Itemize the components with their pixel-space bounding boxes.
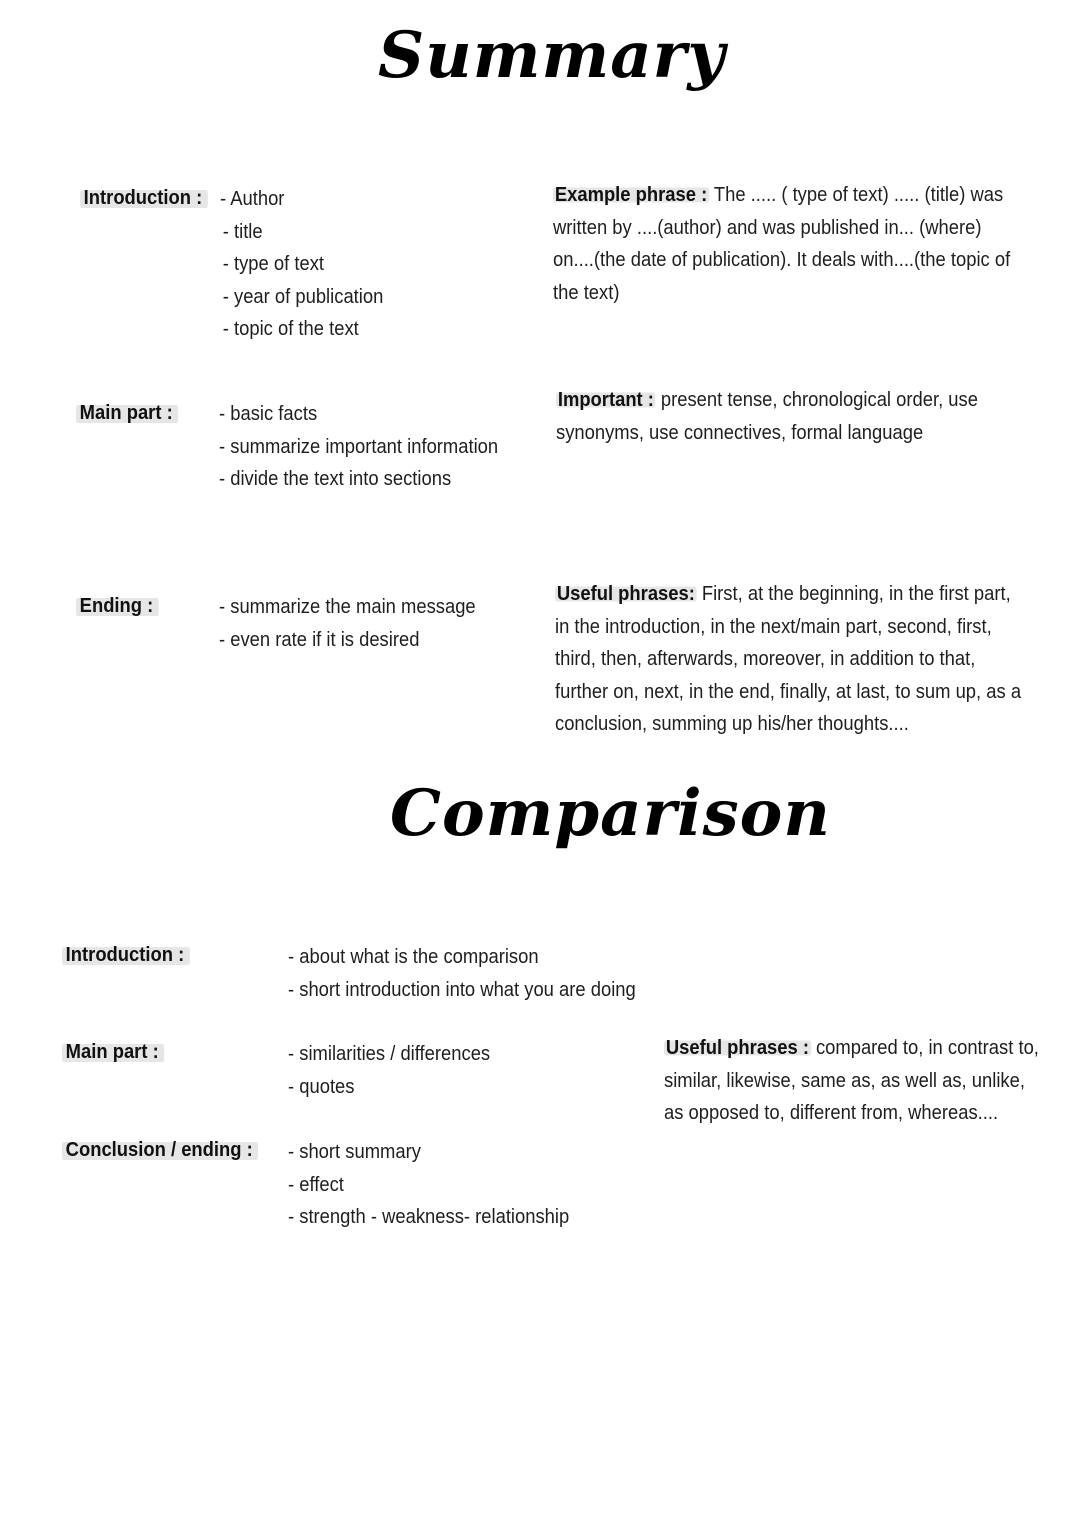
summary-main-part-list <box>219 398 522 496</box>
comparison-introduction-list <box>288 941 666 1006</box>
list-item: - about what is the comparison <box>288 946 539 968</box>
example-phrase-note <box>553 179 1027 309</box>
summary-introduction-list <box>220 183 398 346</box>
comparison-conclusion-list <box>288 1136 594 1234</box>
comparison-useful-phrases-note <box>664 1032 1041 1130</box>
comparison-conclusion-label: Conclusion / ending : <box>62 1138 258 1164</box>
summary-main-part-label: Main part : <box>76 401 178 427</box>
list-item: - title <box>222 220 263 243</box>
list-item: - type of text <box>222 253 325 275</box>
list-item: - similarities / differences <box>288 1043 491 1065</box>
list-item: - quotes <box>288 1075 355 1098</box>
list-item: - effect <box>288 1173 344 1196</box>
comparison-main-part-list <box>288 1038 508 1103</box>
summary-title: Summary <box>378 18 726 93</box>
list-item: - summarize the main message <box>219 596 476 618</box>
list-item: - short introduction into what you are doing <box>288 978 636 1001</box>
example-phrase-text: The ..... ( type of text) ..... (title) was written by ....(author) and was published in... (where) on....(the date of publication). It deals with....(the topic of the text) <box>553 184 1011 304</box>
list-item: - strength - weakness- relationship <box>288 1206 570 1228</box>
summary-useful-phrases-text: First, at the beginning, in the first part, in the introduction, in the next/main part, second, first, third, then, afterwards, moreover, in addition to that, further on, next, in the end, finally, at last, to sum up, as a conclusion, summing up his/her thoughts.... <box>555 583 1022 735</box>
list-item: - even rate if it is desired <box>219 628 420 651</box>
summary-introduction-label: Introduction : <box>80 186 208 212</box>
comparison-introduction-label: Introduction : <box>62 943 190 969</box>
important-text: present tense, chronological order, use synonyms, use connectives, formal language <box>556 389 978 444</box>
comparison-title: Comparison <box>390 776 831 851</box>
list-item: - short summary <box>288 1141 421 1163</box>
list-item: - Author <box>220 188 285 210</box>
list-item: - divide the text into sections <box>219 468 452 490</box>
comparison-main-part-label: Main part : <box>62 1040 164 1066</box>
important-label: Important : <box>557 389 654 411</box>
important-note <box>556 384 979 449</box>
summary-useful-phrases-note <box>555 578 1029 741</box>
list-item: - basic facts <box>219 403 318 425</box>
comparison-useful-phrases-label: Useful phrases : <box>665 1037 810 1059</box>
list-item: - year of publication <box>222 285 384 308</box>
summary-useful-phrases-label: Useful phrases: <box>556 583 695 605</box>
list-item: - topic of the text <box>222 318 359 340</box>
summary-ending-list <box>219 591 498 656</box>
list-item: - summarize important information <box>219 435 499 458</box>
example-phrase-label: Example phrase : <box>554 184 708 206</box>
summary-ending-label: Ending : <box>76 594 159 620</box>
comparison-useful-phrases-text: compared to, in contrast to, similar, likewise, same as, as well as, unlike, as opposed to, different from, whereas.... <box>664 1037 1039 1124</box>
